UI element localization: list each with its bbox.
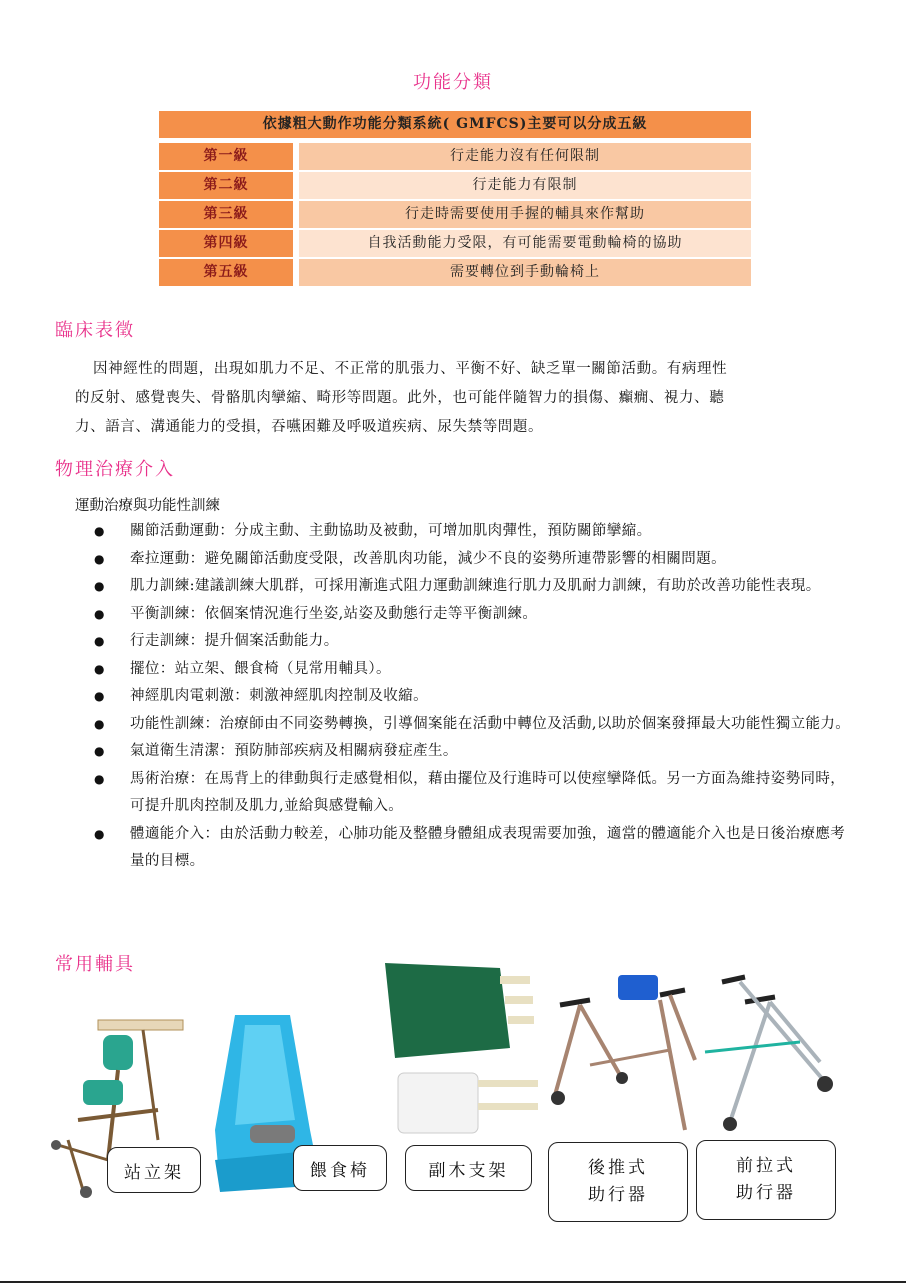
table-row [159,230,751,257]
posterior-walker-label-line2: 助行器 [588,1185,648,1205]
list-item: ● 氣道衛生清潔：預防肺部疾病及相關病發症產生。 [88,738,858,766]
anterior-walker-label [696,1140,836,1220]
anterior-walker-image [700,972,840,1132]
level-cell: 第四級 [159,230,293,257]
list-item: ● 馬術治療：在馬背上的律動與行走感覺相似，藉由擺位及行進時可以使痙攣降低。另一方面為維持姿勢同時，可提升肌肉控制及肌力,並給與感覺輸入。 [88,766,858,821]
list-item: ● 肌力訓練:建議訓練大肌群，可採用漸進式阻力運動訓練進行肌力及肌耐力訓練，有助於改善功能性表現。 [88,573,858,601]
page-title: 功能分類 [413,72,493,93]
paragraph-line: 因神經性的問題，出現如肌力不足、不正常的肌張力、平衡不好、缺乏單一關節活動。有病理性 [93,361,728,377]
posterior-walker-label [548,1142,688,1222]
pt-title: 物理治療介入 [55,459,175,480]
clinical-paragraph [75,355,855,442]
posterior-walker-image [550,970,700,1140]
table-row [159,259,751,286]
list-item: ● 擺位：站立架、餵食椅（見常用輔具）。 [88,656,858,684]
list-item: ● 行走訓練：提升個案活動能力。 [88,628,858,656]
table-row [159,172,751,199]
standing-frame-label: 站立架 [107,1147,201,1193]
splint-label: 副木支架 [405,1145,532,1191]
splint-image [380,958,545,1138]
table-row [159,201,751,228]
gmfcs-table-header: 依據粗大動作功能分類系統( GMFCS)主要可以分成五級 [159,111,751,138]
footer-divider [0,1281,906,1283]
pt-subtitle: 運動治療與功能性訓練 [75,498,220,514]
level-cell: 第一級 [159,143,293,170]
list-item: ● 關節活動運動：分成主動、主動協助及被動，可增加肌肉彈性，預防關節攣縮。 [88,518,858,546]
desc-cell: 行走能力有限制 [299,172,751,199]
devices-title: 常用輔具 [55,954,135,975]
desc-cell: 自我活動能力受限，有可能需要電動輪椅的協助 [299,230,751,257]
level-cell: 第二級 [159,172,293,199]
anterior-walker-label-line2: 助行器 [736,1183,796,1203]
posterior-walker-label-line1: 後推式 [588,1158,648,1178]
level-cell: 第三級 [159,201,293,228]
anterior-walker-label-line1: 前拉式 [736,1156,796,1176]
table-row [159,143,751,170]
list-item: ● 神經肌肉電刺激：刺激神經肌肉控制及收縮。 [88,683,858,711]
list-item: ● 平衡訓練：依個案情況進行坐姿,站姿及動態行走等平衡訓練。 [88,601,858,629]
paragraph-line: 力、語言、溝通能力的受損，吞嚥困難及呼吸道疾病、尿失禁等問題。 [75,419,544,435]
level-cell: 第五級 [159,259,293,286]
desc-cell: 行走能力沒有任何限制 [299,143,751,170]
list-item: ● 體適能介入：由於活動力較差，心肺功能及整體身體組成表現需要加強，適當的體適能介入也是日後治療應考量的目標。 [88,821,858,876]
feeding-chair-label: 餵食椅 [293,1145,387,1191]
desc-cell: 行走時需要使用手握的輔具來作幫助 [299,201,751,228]
list-item: ● 牽拉運動：避免關節活動度受限，改善肌肉功能，減少不良的姿勢所連帶影響的相關問題。 [88,546,858,574]
paragraph-line: 的反射、感覺喪失、骨骼肌肉攣縮、畸形等問題。此外，也可能伴隨智力的損傷、癲癇、視力、聽 [75,390,725,406]
pt-list [88,518,858,876]
desc-cell: 需要轉位到手動輪椅上 [299,259,751,286]
list-item: ● 功能性訓練：治療師由不同姿勢轉換，引導個案能在活動中轉位及活動,以助於個案發揮最大功能性獨立能力。 [88,711,858,739]
clinical-title: 臨床表徵 [55,320,135,341]
